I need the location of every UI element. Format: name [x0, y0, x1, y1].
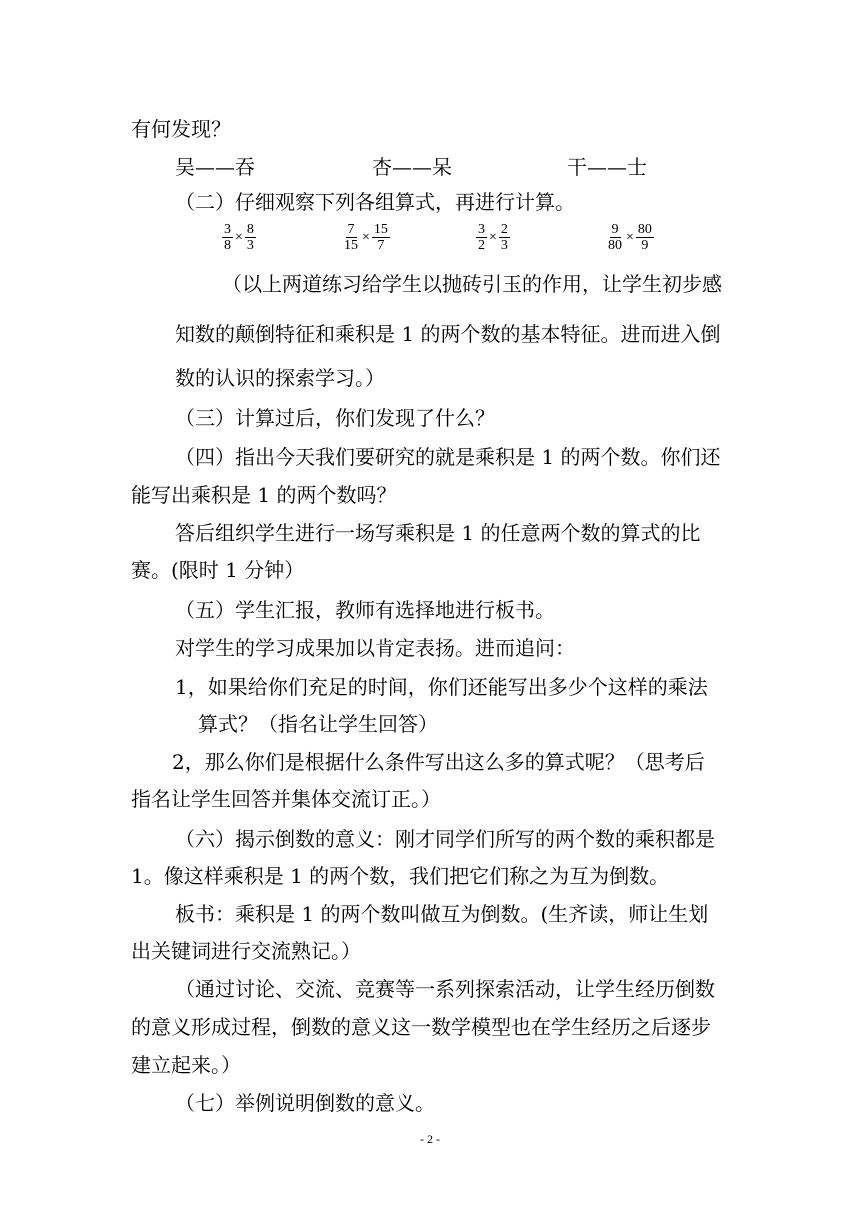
fraction-expression: $\frac{9}{80}$ × $\frac{80}{9}$ [608, 222, 652, 253]
text-line: 能写出乘积是 1 的两个数吗？ [131, 483, 397, 507]
section-heading: （四）指出今天我们要研究的就是乘积是 1 的两个数。你们还 [175, 445, 721, 469]
times-sign: × [489, 229, 497, 245]
fraction-expression: $\frac{3}{2}$ × $\frac{2}{3}$ [478, 222, 508, 253]
word-pair: 干——士 [567, 155, 647, 179]
text-line: 数的认识的探索学习。） [175, 366, 385, 390]
text-line: 对学生的学习成果加以肯定表扬。进而追问： [175, 636, 575, 660]
list-item: 1，如果给你们充足的时间，你们还能写出多少个这样的乘法 [175, 675, 708, 699]
section-heading: （五）学生汇报，教师有选择地进行板书。 [175, 598, 555, 622]
text-line: 的意义形成过程，倒数的意义这一数学模型也在学生经历之后逐步 [131, 1015, 711, 1039]
section-heading: （三）计算过后，你们发现了什么？ [175, 406, 495, 430]
page-number: - 2 - [420, 1132, 440, 1146]
text-line: 指名让学生回答并集体交流订正。） [131, 787, 441, 811]
fraction-expression: $\frac{7}{15}$ × $\frac{15}{7}$ [344, 222, 388, 253]
times-sign: × [626, 229, 634, 245]
text-line: 1。像这样乘积是 1 的两个数，我们把它们称之为互为倒数。 [131, 864, 670, 888]
times-sign: × [235, 229, 243, 245]
text-line: （通过讨论、交流、竞赛等一系列探索活动，让学生经历倒数 [175, 977, 715, 1001]
times-sign: × [362, 229, 370, 245]
text-line: 有何发现？ [131, 117, 231, 141]
fraction-expression: $\frac{3}{8}$ × $\frac{8}{3}$ [224, 222, 254, 253]
section-heading: （六）揭示倒数的意义：刚才同学们所写的两个数的乘积都是 [175, 827, 715, 851]
word-pair: 杏——呆 [372, 155, 452, 179]
text-line: 答后组织学生进行一场写乘积是 1 的任意两个数的算式的比 [175, 521, 701, 545]
word-pair: 吴——吞 [175, 155, 255, 179]
section-heading: （七）举例说明倒数的意义。 [175, 1091, 435, 1115]
text-line: 板书：乘积是 1 的两个数叫做互为倒数。(生齐读，师让生划 [175, 902, 709, 926]
text-line: （以上两道练习给学生以抛砖引玉的作用，让学生初步感 [222, 272, 722, 296]
text-line: 出关键词进行交流熟记。） [131, 939, 361, 963]
list-item: 2，那么你们是根据什么条件写出这么多的算式呢？（思考后 [172, 750, 705, 774]
text-line: 赛。(限时 1 分钟） [131, 558, 305, 582]
section-heading: （二）仔细观察下列各组算式，再进行计算。 [175, 190, 575, 214]
text-line: 知数的颠倒特征和乘积是 1 的两个数的基本特征。进而进入倒 [175, 322, 721, 346]
text-line: 建立起来。） [131, 1053, 241, 1077]
text-line: 算式？（指名让学生回答） [198, 712, 438, 736]
